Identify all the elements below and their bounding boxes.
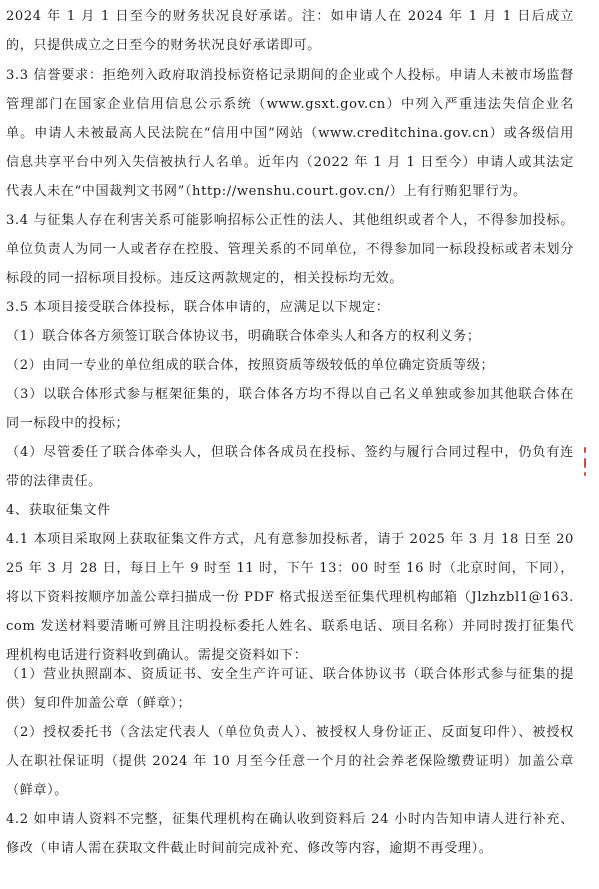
paragraph-4-1-online-acquisition: 4.1 本项目采取网上获取征集文件方式，凡有意参加投标者，请于 2025 年 3 月 18 日至 2025 年 3 月 28 日，每日上午 9 时至 11 时，下午 13：00 时至 16 时（北京时间，下同），将以下资料按顺序加盖公章扫描成一份 PDF 格式报送至征集代理机构邮箱（Jlzhzbl1@163.com 发送材料要清晰可辨且注明投标委托人姓名、联系电话、项目名称）并同时拨打征集代理机构电话进行资料收到确认。需提交资料如下： bbox=[6, 532, 574, 663]
paragraph-3-4-conflict-of-interest: 3.4 与征集人存在利害关系可能影响招标公正性的法人、其他组织或者个人，不得参加投标。单位负责人为同一人或者存在控股、管理关系的不同单位，不得参加同一标段投标或者未划分标段的同一招标项目投标。违反这两款规定的，相关投标均无效。 bbox=[6, 213, 574, 286]
paragraph-consortium-item-2: （2）由同一专业的单位组成的联合体，按照资质等级较低的单位确定资质等级； bbox=[6, 358, 495, 373]
scan-mark bbox=[584, 458, 586, 468]
paragraph-financial-commitment: 2024 年 1 月 1 日至今的财务状况良好承诺。注：如申请人在 2024 年 1 月 1 日后成立的，只提供成立之日至今的财务状况良好承诺即可。 bbox=[6, 9, 574, 53]
paragraph-consortium-item-1: （1）联合体各方须签订联合体协议书，明确联合体牵头人和各方的权利义务； bbox=[6, 329, 481, 344]
paragraph-consortium-item-3: （3）以联合体形式参与框架征集的，联合体各方均不得以自己名义单独或参加其他联合体在同一标段中的投标； bbox=[6, 387, 574, 431]
paragraph-required-item-2: （2）授权委托书（含法定代表人（单位负责人）、被授权人身份证正、反面复印件）、被授权人在职社保证明（提供 2024 年 10 月至今任意一个月的社会养老保险缴费证明）加盖公章（鲜章）。 bbox=[6, 725, 574, 798]
paragraph-3-5-consortium: 3.5 本项目接受联合体投标，联合体申请的，应满足以下规定： bbox=[6, 300, 390, 315]
paragraph-4-2-incomplete-materials: 4.2 如申请人资料不完整，征集代理机构在确认收到资料后 24 小时内告知申请人进行补充、修改（申请人需在获取文件截止时间前完成补充、修改等内容，逾期不再受理）。 bbox=[6, 812, 574, 856]
scan-mark bbox=[584, 447, 586, 453]
paragraph-consortium-item-4: （4）尽管委任了联合体牵头人，但联合体各成员在投标、签约与履行合同过程中，仍负有连带的法律责任。 bbox=[6, 445, 574, 489]
section-heading-obtain-documents: 4、获取征集文件 bbox=[6, 503, 111, 518]
scan-mark bbox=[584, 472, 586, 476]
paragraph-required-item-1: （1）营业执照副本、资质证书、安全生产许可证、联合体协议书（联合体形式参与征集的提供）复印件加盖公章（鲜章）； bbox=[6, 667, 574, 711]
paragraph-3-3-credit-requirements: 3.3 信誉要求：拒绝列入政府取消投标资格记录期间的企业或个人投标。申请人未被市场监督管理部门在国家企业信用信息公示系统（www.gsxt.gov.cn）中列入严重违法失信企业名单。申请人未被最高人民法院在“信用中国”网站（www.creditchina.gov.cn）或各级信用信息共享平台中列入失信被执行人名单。近年内（2022 年 1 月 1 日至今）申请人或其法定代表人未在“中国裁判文书网”（http://wenshu.court.gov.cn/）上有行贿犯罪行为。 bbox=[6, 68, 574, 199]
